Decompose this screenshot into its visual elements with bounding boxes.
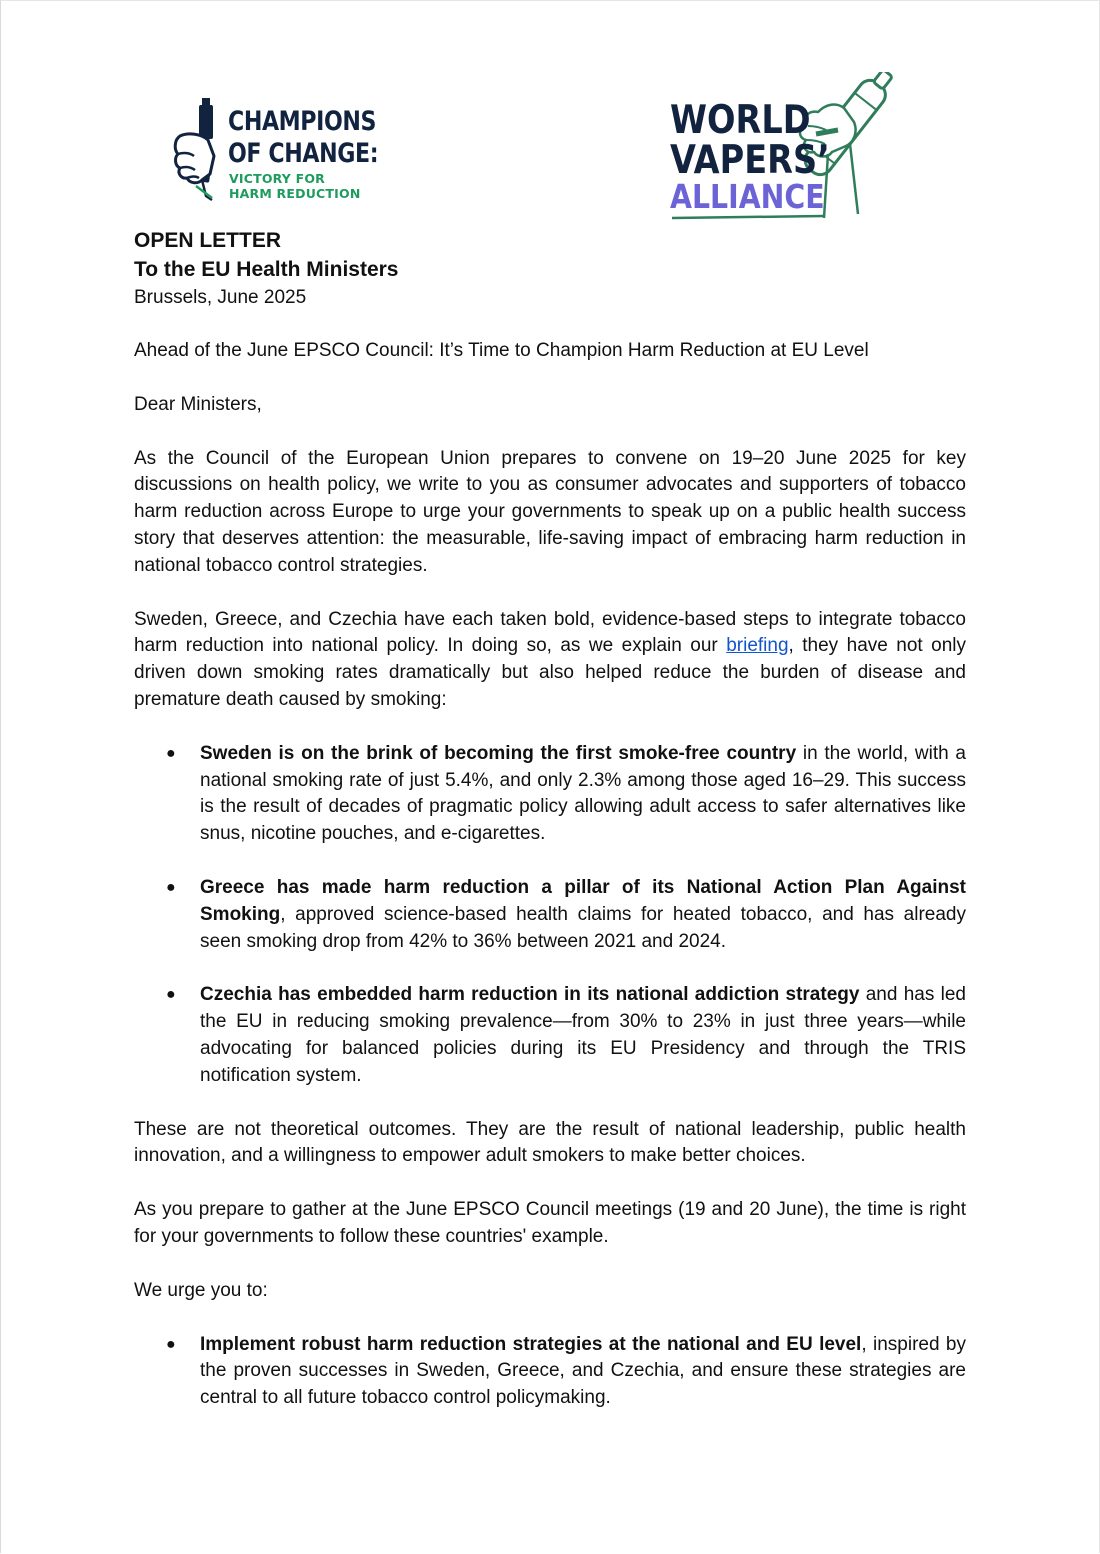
wva-line-2: VAPERS’ bbox=[670, 138, 830, 183]
paragraph-intro: As the Council of the European Union prepares to convene on 19–20 June 2025 for key discussions on health policy, we write to you as consumer advocates and supporters of tobacco harm reduction across Europe to urge your governments to speak up on a public health success story that deserves attention: the measurable, life-saving impact of embracing harm reduction in national tobacco control strategies. bbox=[134, 447, 966, 576]
bullet-marker: ● bbox=[166, 986, 176, 1004]
wva-line-1: WORLD bbox=[670, 98, 811, 143]
bullet-marker: ● bbox=[166, 1335, 176, 1353]
bullet-bold-text: Implement robust harm reduction strategies at the national and EU level bbox=[200, 1333, 862, 1355]
subject-line: Ahead of the June EPSCO Council: It’s Time to Champion Harm Reduction at EU Level bbox=[134, 340, 869, 361]
paragraph-urge: We urge you to: bbox=[134, 1279, 268, 1301]
champions-tagline-1: VICTORY FOR bbox=[229, 171, 325, 186]
bullet-marker: ● bbox=[166, 744, 176, 762]
paragraph-outcomes: These are not theoretical outcomes. They are the result of national leadership, public health innovation, and a willingness to empower adult smokers to make better choices. bbox=[134, 1118, 966, 1167]
salutation: Dear Ministers, bbox=[134, 393, 262, 415]
bullet-bold-text: Greece has made harm reduction a pillar of its National Action Plan Against Smoking bbox=[200, 876, 966, 925]
list-item bbox=[134, 875, 966, 955]
wva-line-3: ALLIANCE bbox=[670, 177, 825, 216]
world-vapers-alliance-logo bbox=[668, 72, 908, 222]
bullet-text: , approved science-based health claims for heated tobacco, and has already seen smoking drop from 42% to 36% between 2021 and 2024. bbox=[200, 903, 966, 952]
champions-of-change-logo bbox=[172, 96, 379, 206]
bullet-text: , inspired by the proven successes in Sweden, Greece, and Czechia, and ensure these strategies are central to all future tobacco control policymaking. bbox=[200, 1333, 966, 1409]
paragraph-countries-text-2: , they have not only driven down smoking rates dramatically but also helped reduce the burden of disease and premature death caused by smoking: bbox=[134, 635, 966, 710]
champions-line-2: OF CHANGE: bbox=[228, 138, 379, 169]
bullet-marker: ● bbox=[166, 878, 176, 896]
letter-body bbox=[134, 226, 966, 1439]
paragraph-countries bbox=[134, 607, 966, 714]
champions-tagline bbox=[229, 171, 360, 201]
bullet-text: and has led the EU in reducing smoking prevalence—from 30% to 23% in just three years—while advocating for balanced policies during its EU Presidency and through the TRIS notification system. bbox=[200, 984, 966, 1086]
briefing-link[interactable]: briefing bbox=[726, 635, 789, 657]
champions-line-1: CHAMPIONS bbox=[228, 106, 377, 137]
list-item bbox=[134, 1332, 966, 1412]
country-bullet-list bbox=[134, 741, 966, 1090]
list-item bbox=[134, 982, 966, 1089]
paragraph-countries-text-1: Sweden, Greece, and Czechia have each taken bold, evidence-based steps to integrate tobacco harm reduction into national policy. In doing so, as we explain our bbox=[134, 608, 966, 657]
bullet-text: in the world, with a national smoking rate of just 5.4%, and only 2.3% among those aged 16–29. This success is the result of decades of pragmatic policy allowing adult access to safer alternatives like snus, nicotine pouches, and e-cigarettes. bbox=[200, 742, 966, 845]
urge-bullet-list bbox=[134, 1332, 966, 1412]
bullet-bold-text: Sweden is on the brink of becoming the first smoke-free country bbox=[200, 742, 797, 764]
list-item bbox=[134, 741, 966, 848]
paragraph-epsco: As you prepare to gather at the June EPSCO Council meetings (19 and 20 June), the time is right for your governments to follow these countries' example. bbox=[134, 1199, 966, 1247]
letter-title: OPEN LETTER bbox=[134, 229, 282, 252]
champions-wordmark bbox=[228, 106, 411, 170]
fist-holding-vape-icon bbox=[172, 96, 228, 204]
bullet-bold-text: Czechia has embedded harm reduction in its national addiction strategy bbox=[200, 984, 860, 1006]
letter-recipient: To the EU Health Ministers bbox=[134, 258, 399, 281]
place-date: Brussels, June 2025 bbox=[134, 287, 307, 308]
champions-tagline-2: HARM REDUCTION bbox=[229, 186, 361, 201]
